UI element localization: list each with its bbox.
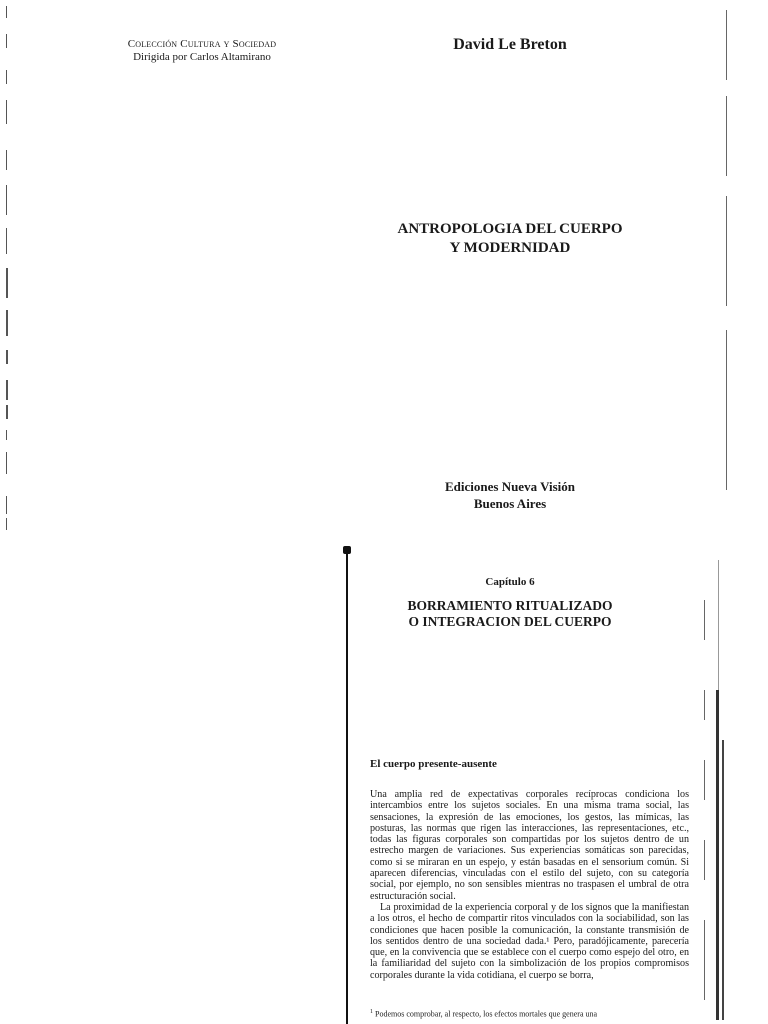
chapter-title: [380, 598, 640, 630]
collection-info: [122, 38, 282, 64]
collection-name: Colección Cultura y Sociedad: [127, 38, 277, 50]
author-name: David Le Breton: [453, 36, 567, 53]
collection-director: Dirigida por Carlos Altamirano: [133, 51, 271, 63]
chapter-title-line2: O INTEGRACION DEL CUERPO: [408, 614, 612, 629]
section-heading: El cuerpo presente-ausente: [370, 758, 497, 770]
publisher-city: Buenos Aires: [473, 496, 547, 511]
publisher-name: Ediciones Nueva Visión: [444, 479, 576, 494]
body-text: [370, 789, 689, 981]
scan-edge-left: [0, 0, 14, 560]
footnote-marker: 1: [370, 1009, 373, 1015]
footnote-text: Podemos comprobar, al respecto, los efectos mortales que genera una: [375, 1009, 598, 1019]
book-title-line2: Y MODERNIDAD: [449, 240, 571, 256]
paragraph: La proximidad de la experiencia corporal y de los signos que la manifiestan a los otros, el hecho de compartir ritos vinculados con la sociabilidad, son las condiciones que hacen posible la comunicación, la constante transmisión de los sentidos dentro de una sociedad dada.¹ Pero, paradójicamente, parecería que, en la convivencia que se establece con el cuerpo como espejo del otro, en la familiaridad del sujeto con la simbolización de los propios compromisos corporales durante la vida cotidiana, el cuerpo se borra,: [370, 901, 689, 981]
paragraph: Una amplia red de expectativas corporales recíprocas condiciona los intercambios entre los sujetos sociales. En una misma trama social, las sensaciones, la expresión de las emociones, los gestos, las mímicas, las posturas, las normas que rigen las interacciones, las representaciones, etc., todas las figuras corporales son compartidas por los sujetos dentro de un estrecho margen de variaciones. Sus experiencias somáticas son parecidas, como si se miraran en un espejo, y están basadas en el sensorium común. Si aparecen diferencias, vinculadas con el estilo del sujeto, con su categoría social, por ejemplo, no son sensibles mientras no traspasen el umbral de otra estructuración social.: [370, 789, 689, 902]
chapter-title-line1: BORRAMIENTO RITUALIZADO: [407, 598, 613, 613]
chapter-number: Capítulo 6: [485, 576, 535, 588]
footnote: [370, 1008, 689, 1019]
page-spine-divider: [343, 546, 351, 1024]
scan-edge-right: [696, 0, 768, 1024]
book-title-line1: ANTROPOLOGIA DEL CUERPO: [397, 221, 623, 237]
book-title: [360, 220, 660, 258]
publisher: [400, 478, 620, 512]
